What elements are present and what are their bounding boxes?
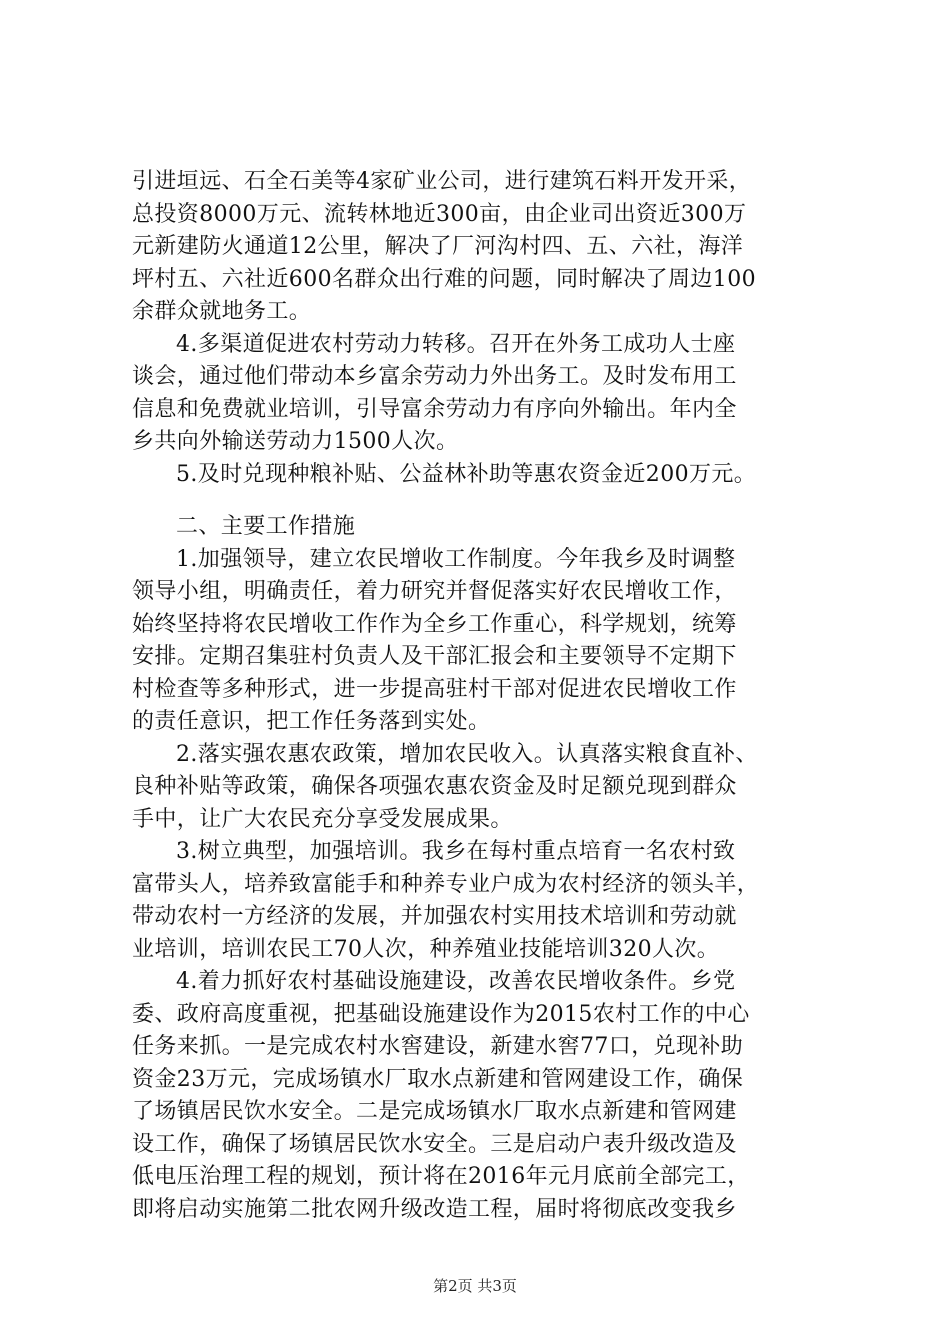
body-line: 的责任意识，把工作任务落到实处。: [132, 709, 491, 734]
body-line: 业培训，培训农民工70人次，种养殖业技能培训320人次。: [132, 936, 720, 962]
body-line: 手中，让广大农民充分享受发展成果。: [132, 806, 513, 832]
body-line: 了场镇居民饮水安全。二是完成场镇水厂取水点新建和管网建: [132, 1099, 737, 1124]
body-line: 安排。定期召集驻村负责人及干部汇报会和主要领导不定期下: [132, 644, 737, 669]
body-line: 乡共向外输送劳动力1500人次。: [132, 429, 459, 454]
body-line: 始终坚持将农民增收工作作为全乡工作重心，科学规划，统筹: [132, 611, 737, 637]
body-line: 余群众就地务工。: [132, 299, 312, 324]
body-line: 委、政府高度重视，把基础设施建设作为2015农村工作的中心: [132, 1001, 750, 1027]
body-line: 信息和免费就业培训，引导富余劳动力有序向外输出。年内全: [132, 396, 737, 422]
paragraph-start-line: 4.多渠道促进农村劳动力转移。召开在外务工成功人士座: [176, 331, 736, 357]
body-line: 良种补贴等政策，确保各项强农惠农资金及时足额兑现到群众: [132, 774, 737, 799]
document-body: [132, 166, 832, 1226]
body-line: 富带头人，培养致富能手和种养专业户成为农村经济的领头羊，: [132, 871, 760, 897]
body-line: 引进垣远、石全石美等4家矿业公司，进行建筑石料开发开采，: [132, 169, 752, 194]
body-line: 村检查等多种形式，进一步提高驻村干部对促进农民增收工作: [132, 676, 737, 702]
body-line: 坪村五、六社近600名群众出行难的问题，同时解决了周边100: [132, 266, 756, 292]
body-line: 元新建防火通道12公里，解决了厂河沟村四、五、六社，海洋: [132, 234, 744, 259]
paragraph-start-line: 3.树立典型，加强培训。我乡在每村重点培育一名农村致: [176, 839, 736, 864]
body-line: 任务来抓。一是完成农村水窖建设，新建水窖77口，兑现补助: [132, 1034, 744, 1059]
body-line: 谈会，通过他们带动本乡富余劳动力外出务工。及时发布用工: [132, 364, 737, 389]
paragraph-start-line: 4.着力抓好农村基础设施建设，改善农民增收条件。乡党: [176, 969, 736, 994]
body-line: 领导小组，明确责任，着力研究并督促落实好农民增收工作，: [132, 579, 737, 604]
body-line: 设工作，确保了场镇居民饮水安全。三是启动户表升级改造及: [132, 1131, 737, 1157]
body-line: 总投资8000万元、流转林地近300亩，由企业司出资近300万: [132, 201, 747, 227]
paragraph-start-line: 1.加强领导，建立农民增收工作制度。今年我乡及时调整: [176, 546, 736, 572]
section-gap: [132, 491, 832, 511]
paragraph-start-line: 5.及时兑现种粮补贴、公益林补助等惠农资金近200万元。: [176, 461, 757, 487]
body-line: 资金23万元，完成场镇水厂取水点新建和管网建设工作，确保: [132, 1066, 744, 1092]
section-heading: 二、主要工作措施: [176, 514, 356, 539]
page-number-footer: 第2页 共3页: [433, 1277, 517, 1295]
body-line: 即将启动实施第二批农网升级改造工程，届时将彻底改变我乡: [132, 1196, 737, 1222]
body-line: 低电压治理工程的规划，预计将在2016年元月底前全部完工，: [132, 1164, 750, 1189]
paragraph-start-line: 2.落实强农惠农政策，增加农民收入。认真落实粮食直补、: [176, 741, 758, 767]
body-line: 带动农村一方经济的发展，并加强农村实用技术培训和劳动就: [132, 904, 737, 929]
